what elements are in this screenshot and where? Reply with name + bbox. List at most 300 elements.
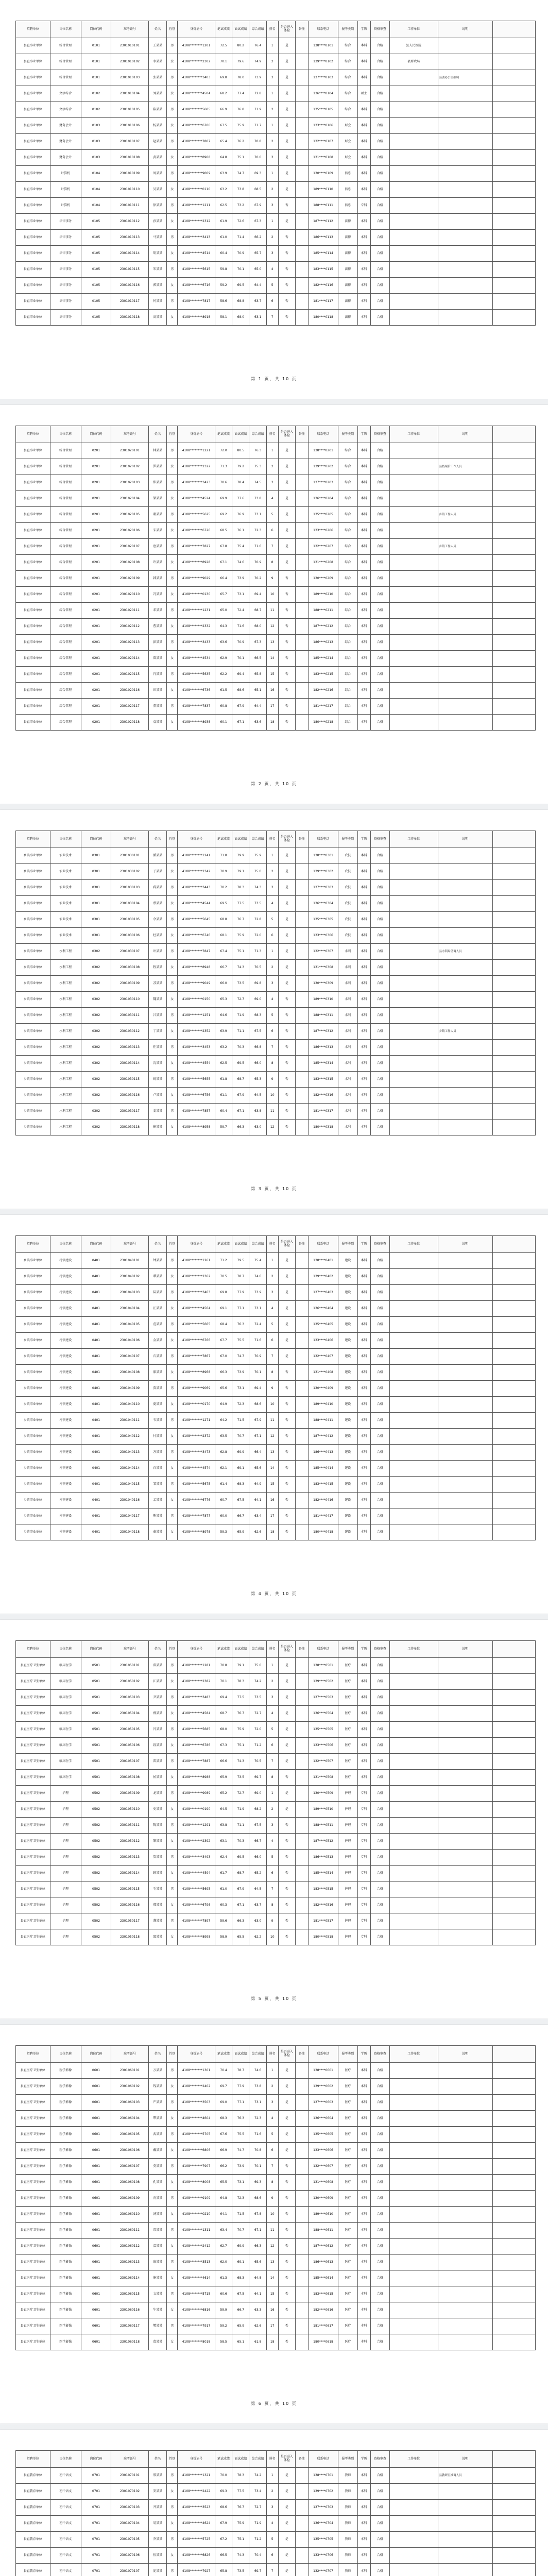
table-cell <box>438 118 492 134</box>
table-cell: 县直医疗卫生单位 <box>16 1722 50 1738</box>
table-cell: 69.3 <box>249 166 266 182</box>
table-cell: 方某某 <box>148 1445 166 1461</box>
table-cell: 132****0507 <box>308 1754 338 1770</box>
table-cell: 县直医疗卫生单位 <box>16 1770 50 1786</box>
table-cell <box>492 1524 535 1540</box>
table-cell: 2301020101 <box>111 443 149 459</box>
table-cell <box>492 1072 535 1088</box>
table-cell: 4108********8988 <box>178 1770 215 1786</box>
table-cell: 姜某某 <box>148 1104 166 1120</box>
table-cell <box>389 1722 438 1738</box>
column-header: 学历 <box>357 1641 370 1658</box>
table-cell: 合格 <box>370 507 389 523</box>
column-header: 性别 <box>167 21 178 38</box>
column-header: 岗位代码 <box>81 831 111 848</box>
table-cell: 2301050115 <box>111 1882 149 1897</box>
table-cell: 59.8 <box>215 262 232 278</box>
table-cell: 杨某某 <box>148 118 166 134</box>
table-cell <box>295 459 308 475</box>
table-cell: 法律事务 <box>50 278 81 294</box>
table-cell: 2 <box>266 960 278 976</box>
table-cell: 建设 <box>338 1317 357 1333</box>
table-cell: 否 <box>278 1882 295 1897</box>
table-cell <box>389 2063 438 2079</box>
table-cell <box>438 2143 492 2159</box>
table-cell: 建设 <box>338 1365 357 1381</box>
table-cell: 否 <box>278 1913 295 1929</box>
table-cell: 综合 <box>338 619 357 635</box>
table-cell: 乡镇事业单位 <box>16 1269 50 1285</box>
table-cell: 64.1 <box>249 1493 266 1509</box>
table-cell: 65.0 <box>215 603 232 619</box>
table-cell: 3 <box>266 70 278 86</box>
table-cell <box>295 166 308 182</box>
table-cell: 137****0303 <box>308 880 338 896</box>
table-cell: 水利工程 <box>50 1056 81 1072</box>
table-cell: 59.6 <box>215 1913 232 1929</box>
table-cell <box>389 443 438 459</box>
table-cell: 乡镇事业单位 <box>16 1413 50 1429</box>
table-cell <box>492 1008 535 1024</box>
table-cell: 8 <box>266 1056 278 1072</box>
table-cell: 4 <box>266 896 278 912</box>
table-cell: 7 <box>266 2564 278 2576</box>
table-cell: 67.5 <box>232 1493 249 1509</box>
table-cell <box>295 2159 308 2175</box>
table-cell: 66.5 <box>249 651 266 667</box>
table-cell: 县直医疗卫生单位 <box>16 2223 50 2239</box>
table-cell: 136****0204 <box>308 491 338 507</box>
table-cell: 是 <box>278 2548 295 2564</box>
table-cell: 本科 <box>357 635 370 651</box>
table-row <box>16 2079 536 2095</box>
column-header: 身份证号 <box>178 21 215 38</box>
table-cell: 4108********0190 <box>178 1802 215 1818</box>
table-cell: 否 <box>278 2207 295 2223</box>
column-header: 性别 <box>167 2046 178 2063</box>
table-cell: 向某某 <box>148 2191 166 2207</box>
table-cell: 69.4 <box>232 667 249 683</box>
table-row <box>16 475 536 491</box>
table-cell: 乡镇事业单位 <box>16 1008 50 1024</box>
table-cell: 73.1 <box>232 587 249 603</box>
table-cell: 县直事业单位 <box>16 475 50 491</box>
table-cell: 女 <box>167 928 178 944</box>
table-cell: 水利工程 <box>50 1024 81 1040</box>
table-cell: 2301010103 <box>111 70 149 86</box>
table-cell: 4108********6776 <box>178 1493 215 1509</box>
table-cell: 安某某 <box>148 2484 166 2500</box>
table-cell: 护理 <box>50 1786 81 1802</box>
table-cell <box>389 1493 438 1509</box>
table-cell: 否 <box>278 2191 295 2207</box>
table-row <box>16 976 536 992</box>
table-cell <box>438 896 492 912</box>
table-cell <box>295 864 308 880</box>
table-cell: 68.0 <box>232 310 249 326</box>
table-cell: 4108********8008 <box>178 2175 215 2191</box>
table-cell: 计算机 <box>50 182 81 198</box>
table-cell: 综合管理 <box>50 491 81 507</box>
table-cell: 71.6 <box>249 539 266 555</box>
table-cell: 0105 <box>81 230 111 246</box>
table-cell: 75.5 <box>232 1333 249 1349</box>
table-cell: 2301010106 <box>111 118 149 134</box>
table-cell: 郑某某 <box>148 475 166 491</box>
table-row <box>16 1882 536 1897</box>
column-header: 岗位名称 <box>50 1641 81 1658</box>
table-row <box>16 1770 536 1786</box>
table-cell: 县直事业单位 <box>16 491 50 507</box>
table-cell <box>295 2079 308 2095</box>
table-cell: 4108********3493 <box>178 1850 215 1866</box>
table-cell: 医学影像 <box>50 2334 81 2350</box>
table-cell: 67.8 <box>249 2207 266 2223</box>
table-cell: 女 <box>167 1269 178 1285</box>
table-cell: 185****0614 <box>308 2270 338 2286</box>
table-cell: 县直事业单位 <box>16 699 50 715</box>
table-cell: 4108********5625 <box>178 507 215 523</box>
table-cell: 68.0 <box>215 1722 232 1738</box>
table-cell <box>492 310 535 326</box>
table-cell <box>492 1349 535 1365</box>
table-cell: 本科 <box>357 1477 370 1493</box>
table-cell <box>438 2159 492 2175</box>
table-cell: 专科 <box>357 1802 370 1818</box>
table-cell: 60.6 <box>215 2286 232 2302</box>
table-cell: 任某某 <box>148 1040 166 1056</box>
table-cell: 0301 <box>81 912 111 928</box>
table-cell: 综合管理 <box>50 667 81 683</box>
table-cell: 医疗 <box>338 2111 357 2127</box>
table-cell <box>492 491 535 507</box>
table-cell: 谭某某 <box>148 1269 166 1285</box>
table-cell: 县直事业单位 <box>16 38 50 54</box>
table-cell <box>389 635 438 651</box>
table-cell: 4108********5715 <box>178 2286 215 2302</box>
table-cell: 是 <box>278 70 295 86</box>
table-cell: 72.4 <box>249 1317 266 1333</box>
table-cell <box>295 1461 308 1477</box>
table-cell: 4108********7927 <box>178 2564 215 2576</box>
table-cell: 是 <box>278 2564 295 2576</box>
table-cell: 合格 <box>370 2548 389 2564</box>
table-cell: 2301040114 <box>111 1461 149 1477</box>
table-cell: 1 <box>266 2063 278 2079</box>
table-cell: 女 <box>167 619 178 635</box>
table-cell: 0401 <box>81 1349 111 1365</box>
table-cell: 范某某 <box>148 1317 166 1333</box>
table-cell: 县直医疗卫生单位 <box>16 2239 50 2255</box>
table-cell <box>438 1445 492 1461</box>
table-cell: 4108********5605 <box>178 102 215 118</box>
table-cell <box>438 86 492 102</box>
column-header: 准考证号 <box>111 2451 149 2468</box>
table-cell: 2301050118 <box>111 1929 149 1945</box>
table-cell: 合格 <box>370 1493 389 1509</box>
table-cell: 15 <box>266 2286 278 2302</box>
table-cell: 男 <box>167 571 178 587</box>
table-cell: 67.5 <box>215 118 232 134</box>
table-cell <box>295 2255 308 2270</box>
table-cell: 县直医疗卫生单位 <box>16 1690 50 1706</box>
table-cell: 67.5 <box>249 1818 266 1834</box>
table-cell: 综合管理 <box>50 555 81 571</box>
table-cell: 70.3 <box>232 1834 249 1850</box>
table-cell: 本科 <box>357 2111 370 2127</box>
page-number: 第 2 页，共 10 页 <box>251 782 297 786</box>
table-cell: 文某某 <box>148 2286 166 2302</box>
table-cell <box>295 1072 308 1088</box>
column-header <box>492 1641 535 1658</box>
table-cell: 4108********8958 <box>178 1120 215 1136</box>
column-header: 工作单位 <box>389 21 438 38</box>
table-cell <box>438 699 492 715</box>
table-cell: 188****0411 <box>308 1413 338 1429</box>
table-cell: 4108********1231 <box>178 603 215 619</box>
table-row <box>16 86 536 102</box>
table-cell: 2301050103 <box>111 1690 149 1706</box>
table-cell: 临床医学 <box>50 1706 81 1722</box>
table-header-row <box>16 21 536 38</box>
table-cell: 本科 <box>357 2191 370 2207</box>
table-cell: 0601 <box>81 2207 111 2223</box>
table-cell <box>438 2095 492 2111</box>
table-cell: 王某某 <box>148 38 166 54</box>
table-cell <box>438 1429 492 1445</box>
table-row <box>16 2564 536 2576</box>
table-cell: 乡镇事业单位 <box>16 1509 50 1524</box>
table-cell: 县直事业单位 <box>16 555 50 571</box>
table-cell: 是 <box>278 1658 295 1674</box>
table-cell <box>492 1317 535 1333</box>
table-cell: 4108********1211 <box>178 198 215 214</box>
table-cell: 0601 <box>81 2239 111 2255</box>
table-cell: 2301060108 <box>111 2175 149 2191</box>
table-cell: 0201 <box>81 539 111 555</box>
table-cell: 女 <box>167 1674 178 1690</box>
table-cell: 朱某某 <box>148 262 166 278</box>
table-cell: 2301040104 <box>111 1301 149 1317</box>
table-cell: 县直医疗卫生单位 <box>16 1818 50 1834</box>
table-cell: 护理 <box>50 1802 81 1818</box>
table-cell: 合格 <box>370 475 389 491</box>
table-cell: 贾某某 <box>148 1381 166 1397</box>
results-table <box>15 2045 536 2350</box>
table-cell: 67.5 <box>249 1024 266 1040</box>
table-cell: 乡镇事业单位 <box>16 1365 50 1381</box>
table-cell: 否 <box>278 1524 295 1540</box>
table-cell <box>389 896 438 912</box>
table-cell: 4 <box>266 1834 278 1850</box>
table-cell: 女 <box>167 1088 178 1104</box>
table-cell: 69.9 <box>215 491 232 507</box>
table-cell: 135****0105 <box>308 102 338 118</box>
column-header: 姓名 <box>148 1236 166 1253</box>
table-cell: 戴某某 <box>148 2143 166 2159</box>
table-cell: 68.3 <box>232 2270 249 2286</box>
table-cell: 常某某 <box>148 2223 166 2239</box>
table-cell: 农业技术 <box>50 848 81 864</box>
table-cell: 毛某某 <box>148 1882 166 1897</box>
table-cell: 4108********4624 <box>178 2516 215 2532</box>
table-cell: 61.1 <box>215 1088 232 1104</box>
table-cell: 合格 <box>370 1834 389 1850</box>
table-cell: 73.5 <box>249 1690 266 1706</box>
table-cell: 0201 <box>81 507 111 523</box>
column-header: 资格审查 <box>370 1236 389 1253</box>
table-cell: 72.6 <box>232 214 249 230</box>
table-cell: 137****0703 <box>308 2500 338 2516</box>
table-cell: 否 <box>278 651 295 667</box>
table-cell: 医学影像 <box>50 2079 81 2095</box>
table-cell: 71.7 <box>249 118 266 134</box>
table-cell: 县直教育单位 <box>16 2516 50 2532</box>
table-row <box>16 1913 536 1929</box>
table-cell <box>295 1088 308 1104</box>
table-cell: 2 <box>266 1802 278 1818</box>
table-cell <box>295 507 308 523</box>
table-cell: 女 <box>167 150 178 166</box>
table-cell: 72.3 <box>249 523 266 539</box>
table-cell: 龙某某 <box>148 1786 166 1802</box>
table-cell: 0302 <box>81 1088 111 1104</box>
table-cell: 4108********7837 <box>178 699 215 715</box>
table-cell: 182****0216 <box>308 683 338 699</box>
table-cell <box>295 2318 308 2334</box>
table-cell: 合格 <box>370 699 389 715</box>
table-cell: 本科 <box>357 1072 370 1088</box>
table-cell: 乡镇事业单位 <box>16 1040 50 1056</box>
table-cell: 4108********6786 <box>178 1738 215 1754</box>
table-cell: 0201 <box>81 619 111 635</box>
table-cell: 乡镇事业单位 <box>16 1397 50 1413</box>
table-cell: 3 <box>266 475 278 491</box>
table-cell: 137****0103 <box>308 70 338 86</box>
table-cell: 79.2 <box>232 459 249 475</box>
table-cell: 男 <box>167 2127 178 2143</box>
table-cell: 131****0208 <box>308 555 338 571</box>
table-cell: 60.4 <box>215 246 232 262</box>
table-cell <box>492 2484 535 2500</box>
table-cell: 水利 <box>338 1024 357 1040</box>
table-cell <box>295 1897 308 1913</box>
table-cell <box>492 960 535 976</box>
table-row <box>16 278 536 294</box>
table-row <box>16 1818 536 1834</box>
table-cell <box>438 2500 492 2516</box>
table-cell: 女 <box>167 2239 178 2255</box>
table-cell: 0201 <box>81 651 111 667</box>
table-cell: 医疗 <box>338 1706 357 1722</box>
table-cell: 4108********4574 <box>178 1461 215 1477</box>
table-row <box>16 912 536 928</box>
table-cell: 本科 <box>357 1429 370 1445</box>
table-cell <box>492 278 535 294</box>
table-cell: 专科 <box>357 1818 370 1834</box>
table-cell <box>438 2318 492 2334</box>
table-cell: 75.0 <box>249 1658 266 1674</box>
table-cell: 136****0104 <box>308 86 338 102</box>
column-header: 备注 <box>295 1236 308 1253</box>
column-header: 笔试成绩 <box>215 2046 232 2063</box>
table-cell: 2301050110 <box>111 1802 149 1818</box>
table-cell: 综合 <box>338 715 357 731</box>
table-cell: 8 <box>266 2175 278 2191</box>
table-cell <box>492 54 535 70</box>
table-cell <box>389 1072 438 1088</box>
table-cell: 130****0509 <box>308 1786 338 1802</box>
table-cell: 县直事业单位 <box>16 214 50 230</box>
table-cell <box>389 2143 438 2159</box>
table-cell: 0501 <box>81 1754 111 1770</box>
table-cell: 138****0401 <box>308 1253 338 1269</box>
table-cell <box>295 278 308 294</box>
table-cell: 水利 <box>338 1104 357 1120</box>
table-cell: 2301040118 <box>111 1524 149 1540</box>
table-cell: 2301010101 <box>111 38 149 54</box>
table-cell: 农技 <box>338 896 357 912</box>
table-cell <box>492 246 535 262</box>
table-cell: 否 <box>278 1381 295 1397</box>
table-cell: 66.0 <box>249 1056 266 1072</box>
table-cell: 14 <box>266 1461 278 1477</box>
table-row <box>16 1850 536 1866</box>
table-cell <box>492 1056 535 1072</box>
table-cell <box>438 912 492 928</box>
table-cell: 1 <box>266 2468 278 2484</box>
table-row <box>16 635 536 651</box>
table-cell <box>389 992 438 1008</box>
table-cell: 4108********3453 <box>178 1040 215 1056</box>
table-cell: 78.7 <box>232 2063 249 2079</box>
table-cell <box>389 555 438 571</box>
table-cell: 0502 <box>81 1802 111 1818</box>
table-cell: 史某某 <box>148 1802 166 1818</box>
table-cell: 74.7 <box>232 1349 249 1365</box>
table-cell <box>492 262 535 278</box>
table-cell: 2301030105 <box>111 912 149 928</box>
table-cell <box>492 539 535 555</box>
table-cell: 2301020102 <box>111 459 149 475</box>
table-cell: 2301060117 <box>111 2318 149 2334</box>
table-cell: 马某某 <box>148 230 166 246</box>
table-cell <box>438 2207 492 2223</box>
column-header: 准考证号 <box>111 1641 149 1658</box>
table-cell: 4108********6716 <box>178 278 215 294</box>
table-cell: 乡镇事业单位 <box>16 1493 50 1509</box>
table-cell: 1 <box>266 443 278 459</box>
table-cell: 合格 <box>370 571 389 587</box>
table-cell: 61.8 <box>215 1072 232 1088</box>
table-cell: 樊某某 <box>148 2318 166 2334</box>
table-cell: 67.8 <box>215 539 232 555</box>
table-cell: 建设 <box>338 1301 357 1317</box>
table-cell: 66.5 <box>215 2548 232 2564</box>
column-header: 资格审查 <box>370 2046 389 2063</box>
table-cell: 邓某某 <box>148 603 166 619</box>
table-cell: 合格 <box>370 102 389 118</box>
table-cell: 2301050112 <box>111 1834 149 1850</box>
table-cell: 58.5 <box>215 2334 232 2350</box>
table-cell <box>389 1056 438 1072</box>
table-cell: 2301010112 <box>111 214 149 230</box>
table-cell: 0101 <box>81 38 111 54</box>
table-cell <box>492 2239 535 2255</box>
table-cell: 余某某 <box>148 912 166 928</box>
table-cell: 63.6 <box>215 635 232 651</box>
document-page <box>0 1620 548 2019</box>
